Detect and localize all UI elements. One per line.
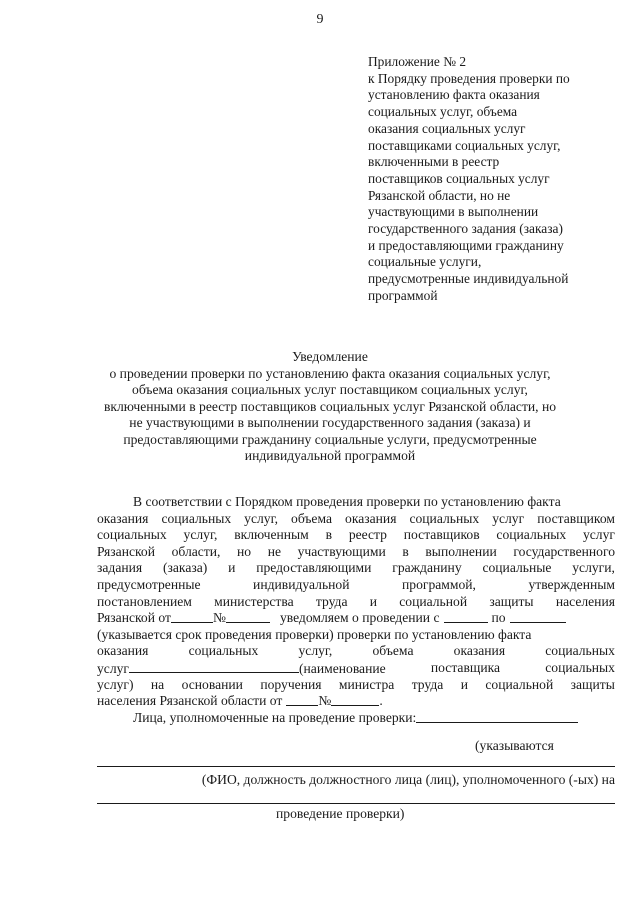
body-word: № — [318, 693, 332, 709]
body-word: реестр — [348, 527, 387, 543]
appendix-line: социальных услуг, объема — [368, 104, 518, 120]
body-word: социальных — [188, 643, 259, 659]
body-word: основании — [181, 676, 243, 692]
body-line-8 — [97, 610, 615, 627]
body-line-2 — [97, 511, 615, 528]
body-word: государственного — [513, 543, 615, 559]
body-word: населения — [555, 593, 615, 609]
appendix-line: государственного задания (заказа) — [368, 221, 563, 237]
body-word: не — [267, 543, 282, 559]
fio-caption: (ФИО, должность должностного лица (лиц), уполномоченного (-ых) на — [201, 772, 615, 787]
body-line-10 — [97, 643, 615, 660]
body-word: Рязанской — [97, 543, 155, 559]
number-blank — [226, 610, 270, 623]
body-line-3 — [97, 527, 615, 544]
body-word: на — [150, 676, 165, 692]
body-word: объема — [291, 510, 333, 526]
conduct-caption: проведение проверки) — [276, 806, 405, 821]
body-word: социальной — [399, 593, 468, 609]
appendix-line: к Порядку проведения проверки по — [368, 70, 570, 86]
appendix-line: и предоставляющими гражданину — [368, 237, 564, 253]
body-word: постановлением — [97, 593, 192, 609]
body-word: индивидуальной — [253, 576, 350, 592]
body-word: поставщиком — [537, 510, 615, 526]
notice-subtitle-line: о проведении проверки по установлению факта оказания социальных услуг, — [109, 365, 551, 381]
body-word: населения Рязанской области от — [97, 693, 283, 709]
notice-subtitle-line: включенными в реестр поставщиков социальных услуг Рязанской области, но — [103, 398, 557, 414]
body-word: услуг — [582, 527, 615, 543]
indicated-note: (указываются — [475, 738, 554, 753]
body-word: предусмотренные — [97, 576, 201, 592]
body-word: труда — [411, 676, 444, 692]
body-word: (заказа) — [162, 560, 208, 576]
body-line-12 — [97, 677, 615, 694]
body-word: предоставляющими — [256, 560, 372, 576]
body-word: поставщиков — [403, 527, 480, 543]
body-line-7 — [97, 594, 615, 611]
body-word: объема — [372, 643, 414, 659]
body-word: но — [237, 543, 252, 559]
body-word: В соответствии с Порядком проведения проверки по установлению факта — [133, 494, 561, 509]
body-word: услуг) — [97, 676, 134, 692]
body-word: выполнении — [425, 543, 497, 559]
body-word: социальных — [545, 659, 615, 675]
body-line-6 — [97, 577, 615, 594]
body-line-1 — [97, 494, 615, 511]
appendix-line: оказания социальных услуг — [368, 120, 526, 136]
body-word: программой, — [402, 576, 476, 592]
appendix-line: предусмотренные индивидуальной — [368, 271, 569, 287]
body-word: защиты — [489, 593, 534, 609]
body-word: поставщика — [430, 659, 501, 675]
appendix-line: программой — [368, 287, 438, 303]
body-word: поручения — [260, 676, 322, 692]
body-word: уведомляем о проведении с — [279, 610, 440, 626]
body-word: задания — [97, 560, 143, 576]
body-word: социальной — [485, 676, 554, 692]
body-word: Лица, уполномоченные на проведение проверки: — [133, 709, 417, 725]
body-word: социальных — [545, 643, 615, 659]
body-word: министра — [338, 676, 395, 692]
body-word: оказания — [97, 510, 149, 526]
notice-title-block — [60, 349, 600, 465]
provider-name-blank — [129, 660, 299, 673]
body-word: социальных — [496, 527, 567, 543]
body-word: услуг — [97, 660, 129, 676]
notice-subtitle-line: предоставляющими гражданину социальные услуги, предусмотренные — [123, 431, 537, 447]
notice-heading: Уведомление — [292, 349, 368, 364]
body-word: социальных — [97, 527, 167, 543]
notice-subtitle-line: индивидуальной программой — [244, 448, 416, 463]
body-word: оказания — [97, 643, 149, 659]
page-number: 9 — [316, 12, 324, 27]
body-word: услуг — [492, 510, 525, 526]
fio-rule — [97, 766, 615, 767]
body-word: труда — [315, 593, 348, 609]
body-line-14 — [97, 710, 615, 727]
appendix-line: социальные услуги, — [368, 254, 482, 270]
body-word: по — [491, 610, 506, 626]
body-word: № — [212, 610, 226, 626]
second-rule — [97, 803, 615, 804]
appendix-line: Рязанской области, но не — [368, 187, 511, 203]
body-line-4 — [97, 544, 615, 561]
appendix-block — [368, 54, 628, 305]
body-word: включенным — [234, 527, 309, 543]
body-word: Рязанской от — [97, 610, 171, 626]
body-word: услуги, — [572, 560, 615, 576]
appendix-title: Приложение № 2 — [368, 54, 467, 69]
authorized-persons-blank — [416, 710, 578, 723]
appendix-line: участвующими в выполнении — [368, 204, 539, 220]
body-word: социальных — [409, 510, 480, 526]
body-word: защиты — [570, 676, 615, 692]
body-word: (указывается срок проведения проверки) проверки по установлению факта — [97, 626, 532, 642]
date-blank — [171, 610, 213, 623]
body-word: оказания — [453, 643, 506, 659]
body-word: области, — [171, 543, 221, 559]
notice-body — [97, 494, 615, 726]
body-word: оказания — [345, 510, 397, 526]
body-word: и — [228, 560, 236, 576]
body-word: в — [402, 543, 409, 559]
body-word: . — [379, 693, 383, 709]
body-word: и — [369, 593, 377, 609]
appendix-line: включенными в реестр — [368, 154, 500, 170]
order-number-blank — [331, 693, 379, 706]
end-date-blank — [510, 610, 566, 623]
body-word: услуг, — [298, 643, 333, 659]
appendix-line: установлению факта оказания — [368, 87, 540, 103]
notice-subtitle-line: не участвующими в выполнении государственного задания (заказа) и — [129, 415, 531, 430]
body-word: утвержденным — [528, 576, 615, 592]
order-date-blank — [286, 693, 318, 706]
body-line-13 — [97, 693, 615, 710]
body-line-11 — [97, 660, 615, 677]
body-word: гражданину — [392, 560, 462, 576]
body-word: (наименование — [299, 660, 386, 676]
body-word: социальных — [161, 510, 232, 526]
body-line-9 — [97, 627, 615, 644]
body-word: министерства — [214, 593, 294, 609]
notice-subtitle-line: объема оказания социальных услуг поставщиком социальных услуг, — [132, 382, 528, 397]
body-word: услуг, — [244, 510, 279, 526]
body-word: в — [325, 527, 333, 543]
appendix-line: поставщиков социальных услуг — [368, 170, 550, 186]
body-word: участвующими — [297, 543, 386, 559]
body-word: и — [460, 676, 468, 692]
body-word: услуг, — [183, 527, 218, 543]
body-word: социальные — [482, 560, 552, 576]
body-line-5 — [97, 560, 615, 577]
appendix-line: поставщиками социальных услуг, — [368, 137, 561, 153]
start-date-blank — [444, 610, 488, 623]
